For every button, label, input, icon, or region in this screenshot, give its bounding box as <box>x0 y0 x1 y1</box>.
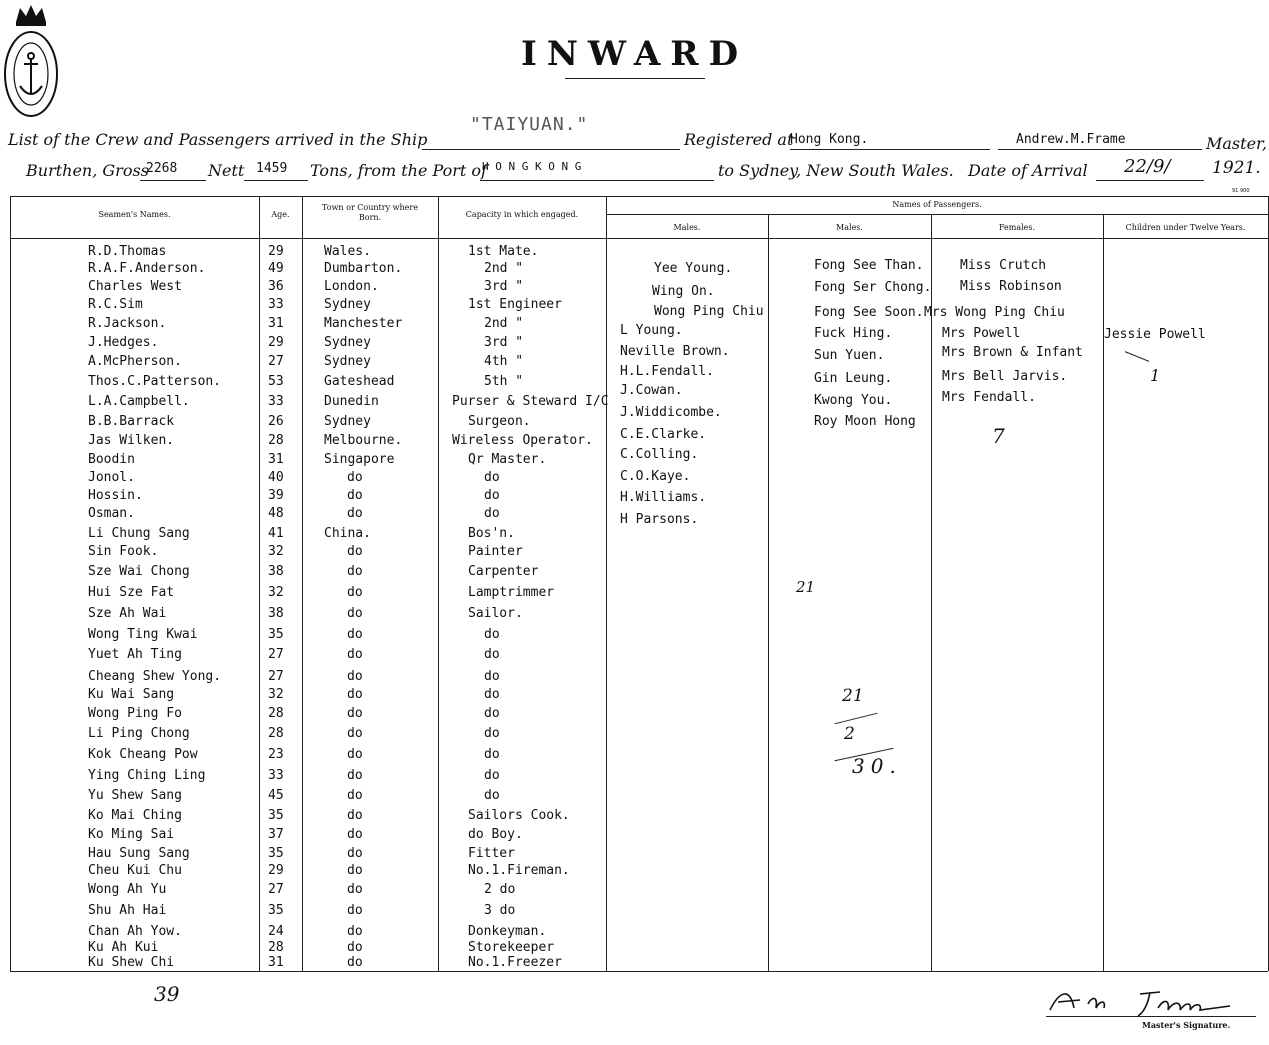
crew-age: 31 <box>268 452 284 467</box>
crew-name: Boodin <box>88 452 135 467</box>
crew-age: 53 <box>268 374 284 389</box>
col-header-seamen: Seamen's Names. <box>98 210 171 219</box>
col-divider-7 <box>931 214 932 971</box>
crew-capacity: do <box>484 706 500 721</box>
passenger-name: H.Williams. <box>620 490 707 505</box>
passenger-name: Sun Yuen. <box>814 348 885 363</box>
crew-age: 48 <box>268 506 284 521</box>
crew-born: do <box>347 924 363 939</box>
crew-name: Sze Ah Wai <box>88 606 167 621</box>
crew-capacity: Painter <box>468 544 523 559</box>
crew-age: 40 <box>268 470 284 485</box>
crew-name: J.Hedges. <box>88 335 159 350</box>
signature-label: Master's Signature. <box>1142 1020 1231 1030</box>
crew-name: Ku Shew Chi <box>88 955 175 970</box>
crew-name: R.C.Sim <box>88 297 143 312</box>
col-divider-1 <box>10 196 11 971</box>
col-header-age: Age. <box>271 210 290 219</box>
crew-name: Li Ping Chong <box>88 726 190 741</box>
crew-capacity: Donkeyman. <box>468 924 547 939</box>
crew-born: do <box>347 488 363 503</box>
crew-capacity: No.1.Fireman. <box>468 863 570 878</box>
sum-b: 2 <box>844 724 855 744</box>
crew-name: Wong Ping Fo <box>88 706 182 721</box>
crew-capacity: 3rd " <box>484 279 524 294</box>
crew-capacity: 2nd " <box>484 261 524 276</box>
passenger-name: L Young. <box>620 323 683 338</box>
crew-capacity: Fitter <box>468 846 515 861</box>
crew-age: 32 <box>268 687 284 702</box>
crew-born: do <box>347 940 363 955</box>
crew-born: do <box>347 687 363 702</box>
crew-name: Yu Shew Sang <box>88 788 182 803</box>
crew-born: Gateshead <box>324 374 395 389</box>
passenger-name: Fong See Soon. <box>814 305 924 320</box>
passenger-name: H.L.Fendall. <box>620 364 714 379</box>
crew-name: Cheang Shew Yong. <box>88 669 222 684</box>
crew-born: Wales. <box>324 244 371 259</box>
nett-line <box>244 179 308 181</box>
date-day: 22/9/ <box>1124 156 1171 177</box>
passenger-name: Mrs Wong Ping Chiu <box>924 305 1065 320</box>
sum-total: 30. <box>852 754 902 778</box>
passenger-name: Kwong You. <box>814 393 893 408</box>
crew-age: 29 <box>268 244 284 259</box>
col-divider-6 <box>768 214 769 971</box>
crew-capacity: Bos'n. <box>468 526 515 541</box>
crew-born: Sydney <box>324 414 371 429</box>
crew-born: do <box>347 863 363 878</box>
crew-age: 28 <box>268 706 284 721</box>
passenger-name: Fuck Hing. <box>814 326 893 341</box>
crew-capacity: No.1.Freezer <box>468 955 562 970</box>
crew-name: Wong Ah Yu <box>88 882 167 897</box>
crew-capacity: Qr Master. <box>468 452 547 467</box>
children-tally-stroke <box>1125 351 1149 362</box>
passenger-name: Yee Young. <box>654 261 733 276</box>
crew-born: do <box>347 544 363 559</box>
crew-name: Hui Sze Fat <box>88 585 175 600</box>
crew-name: Ko Ming Sai <box>88 827 175 842</box>
crew-age: 23 <box>268 747 284 762</box>
crew-name: Shu Ah Hai <box>88 903 167 918</box>
crew-capacity: Storekeeper <box>468 940 555 955</box>
crew-born: Dunedin <box>324 394 379 409</box>
crew-age: 31 <box>268 955 284 970</box>
crew-capacity: Surgeon. <box>468 414 531 429</box>
ship-name: "TAIYUAN." <box>470 114 589 135</box>
crew-capacity: do <box>484 669 500 684</box>
crew-born: London. <box>324 279 379 294</box>
crew-age: 27 <box>268 354 284 369</box>
crew-capacity: do <box>484 488 500 503</box>
tons-label: Tons, from the Port of <box>310 161 487 180</box>
crew-capacity: Lamptrimmer <box>468 585 555 600</box>
crew-capacity: Sailor. <box>468 606 523 621</box>
crew-born: do <box>347 647 363 662</box>
crew-name: Li Chung Sang <box>88 526 190 541</box>
nett-label: Nett <box>208 161 245 180</box>
passengers-sub-border <box>606 214 1268 215</box>
crew-born: do <box>347 882 363 897</box>
crew-age: 26 <box>268 414 284 429</box>
passenger-name: Mrs Bell Jarvis. <box>942 369 1068 384</box>
col-divider-5 <box>606 196 607 971</box>
crew-name: Hau Sung Sang <box>88 846 190 861</box>
passenger-name: J.Widdicombe. <box>620 405 722 420</box>
crew-capacity: 1st Engineer <box>468 297 562 312</box>
crew-name: Sin Fook. <box>88 544 159 559</box>
crew-name: R.A.F.Anderson. <box>88 261 206 276</box>
from-port-line <box>480 179 714 181</box>
crew-age: 32 <box>268 585 284 600</box>
crew-age: 39 <box>268 488 284 503</box>
crew-name: Jonol. <box>88 470 135 485</box>
col-header-females: Females. <box>998 223 1036 232</box>
passenger-name: Miss Crutch <box>960 258 1047 273</box>
form-code: 91 900 <box>1232 188 1250 194</box>
passenger-name: C.E.Clarke. <box>620 427 707 442</box>
sum-line-1 <box>835 713 878 725</box>
passenger-name: Mrs Powell <box>942 326 1021 341</box>
passenger-name: H Parsons. <box>620 512 699 527</box>
crew-age: 35 <box>268 846 284 861</box>
crew-age: 27 <box>268 669 284 684</box>
crew-name: Osman. <box>88 506 135 521</box>
header-bottom-border <box>10 238 1268 239</box>
passenger-name: Wing On. <box>652 284 715 299</box>
signature-rule <box>1046 1016 1256 1017</box>
crew-age: 28 <box>268 940 284 955</box>
crew-name: B.B.Barrack <box>88 414 175 429</box>
passenger-name: Miss Robinson <box>960 279 1062 294</box>
sum-a: 21 <box>842 686 864 706</box>
col-divider-2 <box>259 196 260 971</box>
passenger-name: Gin Leung. <box>814 371 893 386</box>
crew-name: L.A.Campbell. <box>88 394 190 409</box>
date-label: Date of Arrival <box>968 161 1088 180</box>
crew-capacity: do <box>484 687 500 702</box>
crew-born: do <box>347 585 363 600</box>
crew-capacity: Carpenter <box>468 564 539 579</box>
passenger-name: Fong Ser Chong. <box>814 280 932 295</box>
gross-value: 2268 <box>146 161 178 176</box>
children-tally: 1 <box>1150 366 1161 385</box>
registered-line <box>790 148 990 150</box>
crew-name: Ko Mai Ching <box>88 808 182 823</box>
crew-name: Thos.C.Patterson. <box>88 374 222 389</box>
header-line1-prefix: List of the Crew and Passengers arrived in the Ship <box>8 130 428 149</box>
crew-age: 35 <box>268 627 284 642</box>
crew-name: R.Jackson. <box>88 316 167 331</box>
crew-capacity: do <box>484 470 500 485</box>
crew-age: 41 <box>268 526 284 541</box>
col-divider-4 <box>438 196 439 971</box>
col-header-males2: Males. <box>836 223 863 232</box>
crew-name: A.McPherson. <box>88 354 182 369</box>
crew-capacity: 1st Mate. <box>468 244 539 259</box>
crew-capacity: 3 do <box>484 903 516 918</box>
crew-name: Ying Ching Ling <box>88 768 206 783</box>
crew-age: 24 <box>268 924 284 939</box>
passenger-name: Roy Moon Hong <box>814 414 916 429</box>
crew-born: do <box>347 808 363 823</box>
passenger-name: Fong See Than. <box>814 258 924 273</box>
females-tally: 7 <box>992 424 1005 448</box>
crew-age: 33 <box>268 297 284 312</box>
crew-name: Jas Wilken. <box>88 433 175 448</box>
table-bottom-border <box>10 971 1268 972</box>
crew-born: do <box>347 747 363 762</box>
document-title: INWARD <box>520 34 749 74</box>
crew-name: R.D.Thomas <box>88 244 167 259</box>
crew-born: China. <box>324 526 371 541</box>
ship-line <box>422 148 680 150</box>
passenger-name: Jessie Powell <box>1104 327 1206 342</box>
crew-name: Ku Wai Sang <box>88 687 175 702</box>
crew-capacity: 3rd " <box>484 335 524 350</box>
registered-port: Hong Kong. <box>790 132 869 147</box>
crew-capacity: do Boy. <box>468 827 523 842</box>
crew-age: 35 <box>268 808 284 823</box>
col-divider-3 <box>302 196 303 971</box>
crew-born: do <box>347 627 363 642</box>
crew-capacity: 2nd " <box>484 316 524 331</box>
crew-born: do <box>347 788 363 803</box>
crew-age: 38 <box>268 606 284 621</box>
crew-age: 36 <box>268 279 284 294</box>
nett-value: 1459 <box>256 161 288 176</box>
crew-capacity: 5th " <box>484 374 524 389</box>
crew-capacity: do <box>484 768 500 783</box>
crew-age: 33 <box>268 768 284 783</box>
crew-name: Cheu Kui Chu <box>88 863 182 878</box>
date-year: 1921. <box>1212 158 1261 178</box>
passenger-name: Mrs Brown & Infant <box>942 345 1083 360</box>
males-tally: 21 <box>796 578 816 596</box>
registered-label: Registered at <box>684 130 794 149</box>
col-header-capacity: Capacity in which engaged. <box>465 210 579 219</box>
crew-born: Sydney <box>324 354 371 369</box>
col-header-passengers: Names of Passengers. <box>892 200 982 209</box>
crew-born: Manchester <box>324 316 403 331</box>
crew-capacity: do <box>484 506 500 521</box>
crew-capacity: do <box>484 788 500 803</box>
table-top-border <box>10 196 1268 197</box>
crew-age: 28 <box>268 726 284 741</box>
passenger-name: C.Colling. <box>620 447 699 462</box>
crew-capacity: 4th " <box>484 354 524 369</box>
crew-born: Dumbarton. <box>324 261 403 276</box>
crew-name: Chan Ah Yow. <box>88 924 182 939</box>
crew-capacity: 2 do <box>484 882 516 897</box>
crew-total: 39 <box>154 982 180 1006</box>
crew-born: do <box>347 706 363 721</box>
crew-born: Singapore <box>324 452 395 467</box>
passenger-name: J.Cowan. <box>620 383 683 398</box>
crew-age: 31 <box>268 316 284 331</box>
crew-name: Ku Ah Kui <box>88 940 159 955</box>
crew-born: Melbourne. <box>324 433 403 448</box>
crew-born: do <box>347 606 363 621</box>
crew-name: Kok Cheang Pow <box>88 747 198 762</box>
passenger-name: Wong Ping Chiu <box>654 304 764 319</box>
crew-born: do <box>347 768 363 783</box>
crew-age: 49 <box>268 261 284 276</box>
crew-age: 32 <box>268 544 284 559</box>
col-header-children: Children under Twelve Years. <box>1125 223 1246 232</box>
crew-name: Wong Ting Kwai <box>88 627 198 642</box>
crew-age: 37 <box>268 827 284 842</box>
crew-age: 38 <box>268 564 284 579</box>
passenger-name: Mrs Fendall. <box>942 390 1036 405</box>
title-rule <box>565 78 705 79</box>
crew-born: Sydney <box>324 335 371 350</box>
crew-age: 33 <box>268 394 284 409</box>
crew-born: do <box>347 564 363 579</box>
crew-capacity: do <box>484 726 500 741</box>
crew-age: 45 <box>268 788 284 803</box>
gross-line <box>140 179 206 181</box>
master-name: Andrew.M.Frame <box>1016 132 1126 147</box>
crew-born: do <box>347 955 363 970</box>
crew-capacity: Sailors Cook. <box>468 808 570 823</box>
crew-born: do <box>347 846 363 861</box>
crew-name: Yuet Ah Ting <box>88 647 182 662</box>
crew-age: 27 <box>268 647 284 662</box>
crew-name: Sze Wai Chong <box>88 564 190 579</box>
crew-born: do <box>347 506 363 521</box>
crew-born: do <box>347 827 363 842</box>
crew-name: Hossin. <box>88 488 143 503</box>
crew-age: 35 <box>268 903 284 918</box>
crew-capacity: do <box>484 627 500 642</box>
to-label: to Sydney, New South Wales. <box>718 161 954 180</box>
col-header-males1: Males. <box>673 223 701 232</box>
crew-capacity: Purser & Steward I/C <box>452 394 609 409</box>
crew-born: Sydney <box>324 297 371 312</box>
passenger-name: Neville Brown. <box>620 344 730 359</box>
crew-capacity: do <box>484 647 500 662</box>
crew-capacity: Wireless Operator. <box>452 433 593 448</box>
crew-name: Charles West <box>88 279 182 294</box>
burthen-label: Burthen, Gross <box>26 161 149 180</box>
from-port: H O N G K O N G <box>482 160 582 173</box>
master-label: Master, <box>1206 134 1268 153</box>
crew-age: 29 <box>268 863 284 878</box>
crew-born: do <box>347 669 363 684</box>
col-header-town: Town or Country where Born. <box>322 203 418 222</box>
crew-capacity: do <box>484 747 500 762</box>
master-line <box>998 148 1202 150</box>
date-line <box>1096 179 1204 181</box>
crew-born: do <box>347 903 363 918</box>
passenger-name: C.O.Kaye. <box>620 469 691 484</box>
crew-age: 29 <box>268 335 284 350</box>
crew-age: 28 <box>268 433 284 448</box>
crew-born: do <box>347 726 363 741</box>
crew-born: do <box>347 470 363 485</box>
crew-age: 27 <box>268 882 284 897</box>
